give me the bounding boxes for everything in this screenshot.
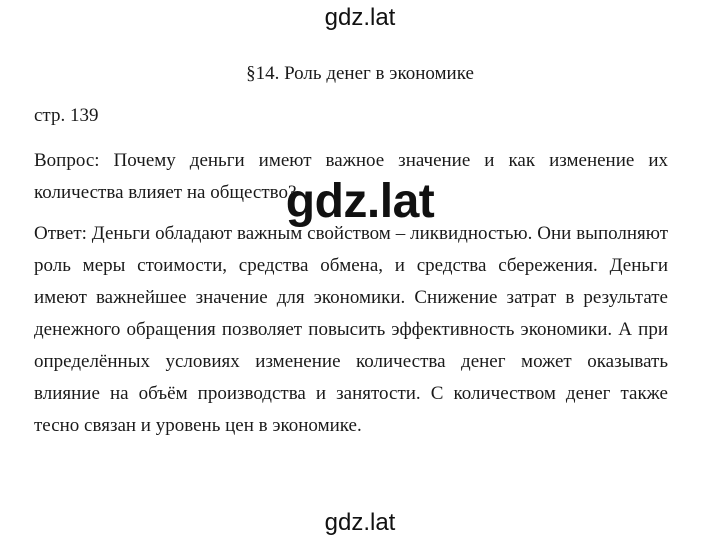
watermark-center: gdz.lat <box>285 175 435 228</box>
watermark-top: gdz.lat <box>324 4 396 31</box>
answer-paragraph: Ответ: Деньги обладают важным свойством – ликвидностью. Они выполняют роль меры стоимости, средства обмена, и средства сбережения. Деньги имеют важнейшее значение для экономики. Снижение затрат в результате денежного обращения позволяет повысить эффективность экономики. А при определённых условиях изменение количества денег может оказывать влияние на объём производства и занятости. С количеством денег также тесно связан и уровень цен в экономике. <box>34 223 668 436</box>
section-title: §14. Роль денег в экономике <box>246 63 474 84</box>
watermark-bottom: gdz.lat <box>324 509 396 536</box>
page-reference: стр. 139 <box>34 105 99 126</box>
question-paragraph: Вопрос: Почему деньги имеют важное значение и как изменение их количества влияет на общество? <box>34 150 668 203</box>
